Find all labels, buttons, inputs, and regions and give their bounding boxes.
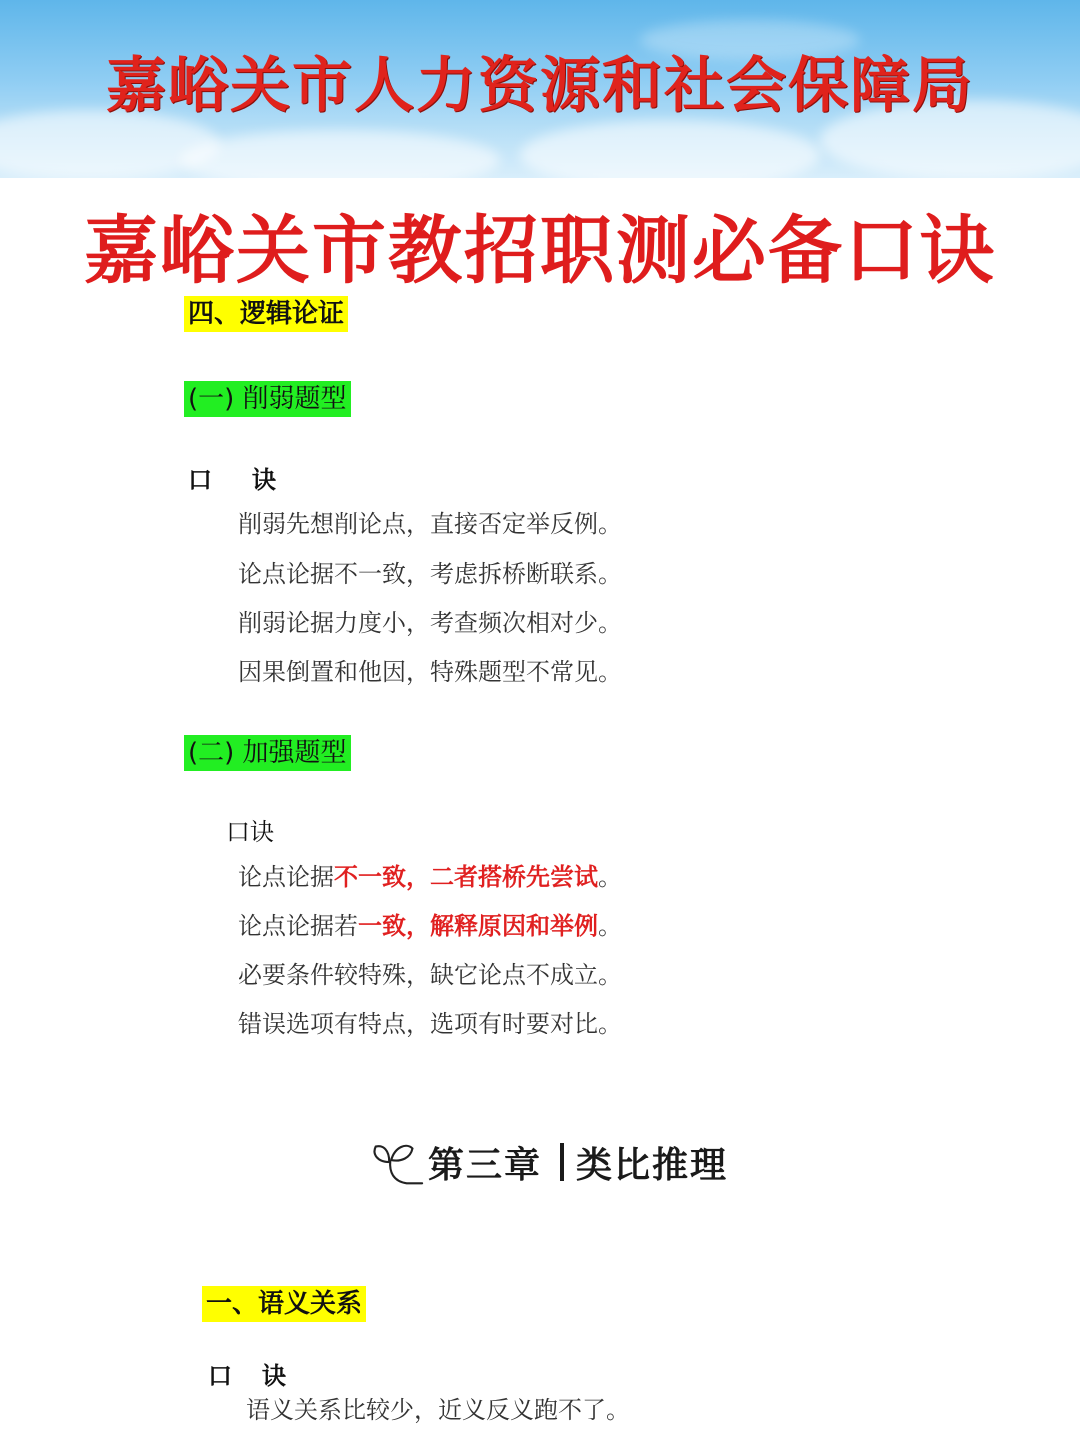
header-banner [0, 0, 1080, 178]
sprout-icon [368, 1133, 426, 1191]
weaken-line-4: 因果倒置和他因，特殊题型不常见。 [238, 658, 622, 686]
mnemonic-label: 口 诀 [188, 466, 276, 494]
section-heading-semantic: 一、语义关系 [202, 1286, 366, 1322]
org-name: 嘉峪关市人力资源和社会保障局 [106, 51, 974, 121]
subsection-heading-weaken: (一) 削弱题型 [184, 381, 351, 417]
chapter-heading [368, 1130, 728, 1194]
strengthen-line-2: 论点论据若一致，解释原因和举例。 [238, 911, 622, 940]
semantic-line-1: 语义关系比较少，近义反义跑不了。 [246, 1396, 630, 1424]
chapter-divider [560, 1143, 564, 1181]
strengthen-line-4: 错误选项有特点，选项有时要对比。 [238, 1010, 622, 1038]
weaken-line-1: 削弱先想削论点，直接否定举反例。 [238, 510, 622, 538]
strengthen-line-3: 必要条件较特殊，缺它论点不成立。 [238, 961, 622, 989]
mnemonic-label: 口诀 [226, 818, 274, 846]
doc-title: 嘉峪关市教招职测必备口诀 [84, 208, 996, 294]
chapter-title: 类比推理 [576, 1144, 729, 1186]
weaken-line-2: 论点论据不一致，考虑拆桥断联系。 [238, 560, 622, 588]
chapter-number: 第三章 [428, 1144, 543, 1186]
strengthen-line-1: 论点论据不一致，二者搭桥先尝试。 [238, 862, 622, 891]
weaken-line-3: 削弱论据力度小，考查频次相对少。 [238, 609, 622, 637]
subsection-heading-strengthen: (二) 加强题型 [184, 735, 351, 771]
mnemonic-label: 口 诀 [208, 1362, 286, 1390]
section-heading-logic: 四、逻辑论证 [184, 296, 348, 332]
